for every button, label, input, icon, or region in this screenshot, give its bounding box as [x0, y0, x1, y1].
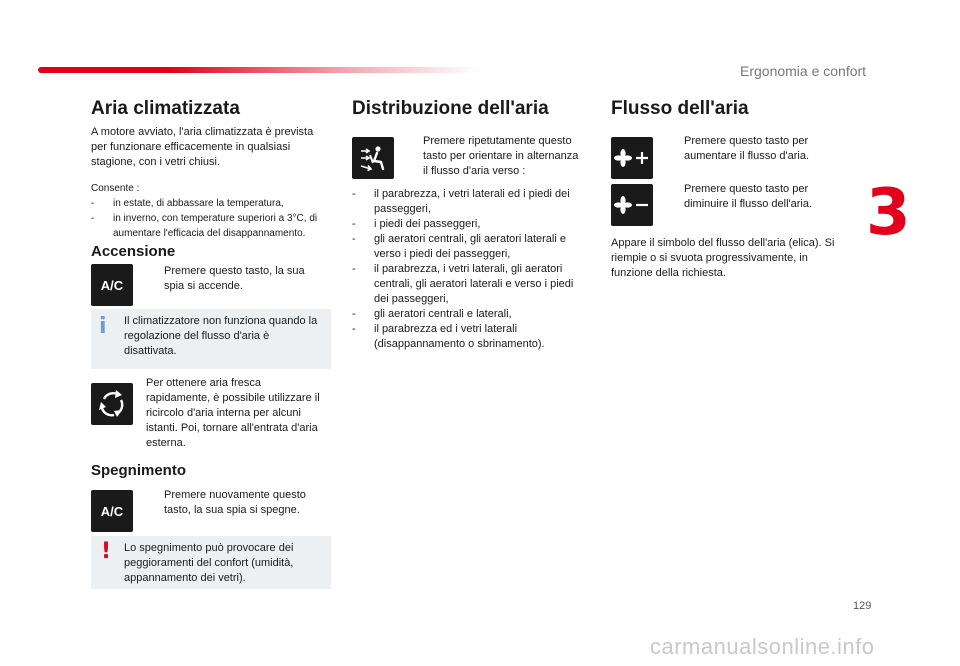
page-number: 129 — [853, 600, 872, 612]
allows-label: Consente : — [91, 183, 140, 194]
title-flusso: Flusso dell'aria — [611, 98, 749, 119]
fan-increase-icon — [611, 137, 653, 179]
spegnimento-step-text: Premere nuovamente questo tasto, la sua spia si spegne. — [164, 489, 306, 516]
bullet-icon — [146, 488, 164, 518]
bullet-icon — [405, 134, 423, 179]
list-item: - gli aeratori centrali, gli aeratori laterali e verso i piedi dei passeggeri, — [352, 233, 566, 260]
warning-note-text: Lo spegnimento può provocare dei peggioramenti del confort (umidità, appannamento dei vetri). — [124, 542, 294, 584]
bullet-icon — [666, 134, 684, 164]
ac-icon-label: A/C — [100, 277, 124, 293]
ac-button-icon — [91, 490, 133, 532]
recirculation-arrows-icon — [96, 388, 128, 420]
recirculation-icon — [91, 383, 133, 425]
distribution-step — [405, 134, 580, 179]
fan-decrease-icon — [611, 184, 653, 226]
fan-increase-step — [666, 134, 836, 164]
list-item: - i piedi dei passeggeri, — [352, 218, 481, 230]
allows-block — [91, 181, 336, 241]
list-item: - gli aeratori centrali e laterali, — [352, 308, 512, 320]
fan-plus-icon — [614, 147, 650, 169]
list-item: - il parabrezza, i vetri laterali ed i piedi dei passeggeri, — [352, 188, 570, 215]
allows-list — [91, 196, 336, 241]
warning-icon: ! — [101, 539, 112, 564]
heading-spegnimento: Spegnimento — [91, 462, 187, 479]
title-distribuzione: Distribuzione dell'aria — [352, 98, 549, 119]
distribution-step-text: Premere ripetutamente questo tasto per orientare in alternanza il flusso d'aria verso : — [423, 135, 579, 177]
list-item: - in estate, di abbassare la temperatura, — [91, 198, 284, 209]
fan-increase-step-text: Premere questo tasto per aumentare il flusso d'aria. — [684, 135, 809, 162]
list-item: - il parabrezza ed i vetri laterali (disappannamento o sbrinamento). — [352, 323, 545, 350]
heading-accensione: Accensione — [91, 243, 176, 260]
list-item: - il parabrezza, i vetri laterali, gli aeratori centrali, gli aeratori laterali e verso i piedi dei passeggeri, — [352, 263, 574, 305]
section-title: Ergonomia e confort — [740, 63, 867, 79]
ac-icon-label: A/C — [100, 503, 124, 519]
fan-decrease-step — [666, 182, 836, 212]
title-aria-climatizzata: Aria climatizzata — [91, 98, 240, 119]
info-note — [91, 309, 331, 369]
chapter-number: 3 — [866, 176, 911, 250]
bullet-icon — [666, 182, 684, 212]
fan-footer-text: Appare il simbolo del flusso dell'aria (elica). Si riempie o si svuota progressivamente, in funzione della richiesta. — [611, 237, 835, 279]
seated-person-airflow-icon — [358, 143, 388, 173]
accensione-step-text: Premere questo tasto, la sua spia si accende. — [164, 265, 305, 292]
info-icon: i — [99, 314, 107, 339]
header-accent-bar — [38, 67, 478, 73]
list-item: - in inverno, con temperature superiori a 3°C, di aumentare l'efficacia del disappannamento. — [91, 213, 318, 239]
info-note-text: Il climatizzatore non funziona quando la regolazione del flusso d'aria è disattivata. — [124, 315, 318, 357]
spegnimento-step — [146, 488, 326, 518]
fan-decrease-step-text: Premere questo tasto per diminuire il flusso dell'aria. — [684, 183, 813, 210]
bullet-icon — [146, 264, 164, 294]
fan-minus-icon — [614, 194, 650, 216]
watermark: carmanualsonline.info — [650, 634, 875, 659]
accensione-step — [146, 264, 326, 294]
air-distribution-icon — [352, 137, 394, 179]
intro-text: A motore avviato, l'aria climatizzata è prevista per funzionare efficacemente in qualsiasi stagione, con i vetri chiusi. — [91, 126, 314, 168]
distribution-list — [352, 187, 577, 352]
ac-button-icon — [91, 264, 133, 306]
warning-note — [91, 536, 331, 589]
recirculation-text: Per ottenere aria fresca rapidamente, è possibile utilizzare il ricircolo d'aria interna per alcuni istanti. Poi, tornare all'entrata d'aria esterna. — [146, 377, 320, 449]
